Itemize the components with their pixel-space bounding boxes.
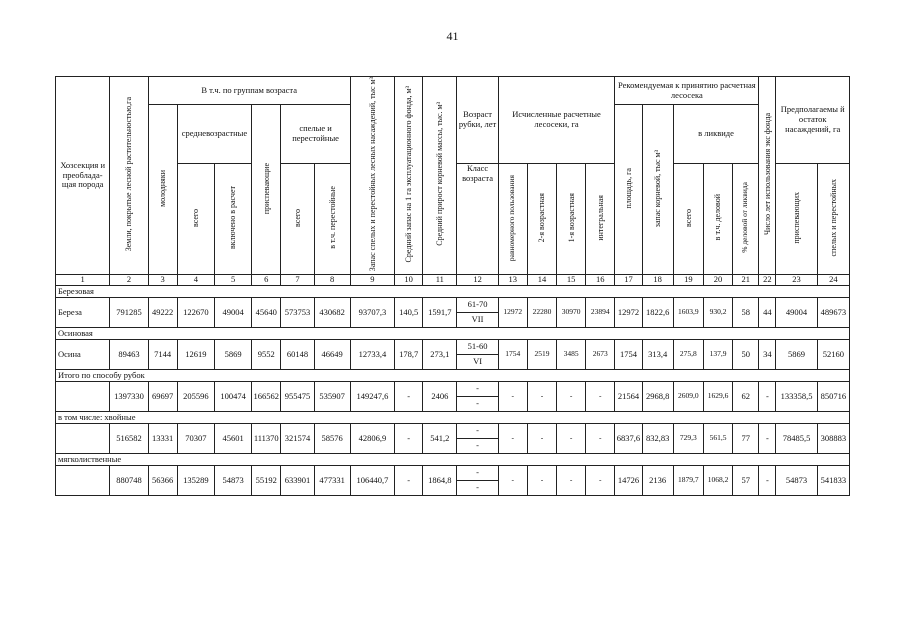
age-class-cell [457, 465, 498, 495]
table-cell: 106440,7 [350, 465, 394, 495]
table-cell: 880748 [110, 465, 148, 495]
table-cell: - [395, 465, 423, 495]
table-cell: 45601 [214, 423, 251, 453]
hdr-vsego: всего [191, 208, 201, 227]
table-cell: 56366 [148, 465, 177, 495]
table-body [56, 285, 850, 495]
hdr-sredniy-prirost: Средний прирост корневой массы, тыс. м³ [435, 102, 445, 246]
table-cell: 1864,8 [423, 465, 457, 495]
table-row [56, 423, 850, 453]
table-cell: 7144 [148, 339, 177, 369]
table-cell: 58576 [314, 423, 350, 453]
section-row [56, 369, 850, 381]
table-cell: 2406 [423, 381, 457, 411]
section-label: Осиновая [56, 327, 850, 339]
hdr-zemli: Земли, покрытые лесной растительностью,га [124, 96, 134, 252]
age-class-cell [457, 423, 498, 453]
hdr-vsego3: всего [683, 208, 693, 227]
table-cell: - [498, 381, 527, 411]
col-num: 12 [457, 274, 498, 285]
table-cell: 308883 [817, 423, 849, 453]
hdr-zapas-kornevoy: запас корневой, тыс м³ [653, 149, 663, 227]
table-row [56, 297, 850, 327]
hdr-spelye: спелые и перестойные [281, 105, 350, 164]
col-num: 23 [776, 274, 817, 285]
table-cell: 62 [733, 381, 759, 411]
table-cell: 58 [733, 297, 759, 327]
hdr-prispevayushchie: приспевающие [261, 162, 271, 214]
table-cell: 5869 [776, 339, 817, 369]
table-cell: 6837,6 [615, 423, 642, 453]
table-cell: 1629,6 [703, 381, 732, 411]
table-cell: - [527, 381, 556, 411]
table-cell: 633901 [281, 465, 314, 495]
table-cell: 178,7 [395, 339, 423, 369]
col-num: 6 [252, 274, 281, 285]
section-label: Итого по способу рубок [56, 369, 850, 381]
hdr-spelyh: спелых и перестойных [828, 178, 838, 257]
table-cell: 477331 [314, 465, 350, 495]
column-number-row [56, 274, 850, 285]
hdr-ploshchad: площадь, га [623, 167, 633, 209]
table-cell: - [395, 423, 423, 453]
table-cell: - [498, 423, 527, 453]
section-row [56, 411, 850, 423]
hdr-vozrast-rubki: Возраст рубки, лет [457, 77, 498, 164]
table-cell: 135289 [177, 465, 214, 495]
table-cell: 69697 [148, 381, 177, 411]
col-num: 14 [527, 274, 556, 285]
table-cell: - [557, 381, 586, 411]
forest-allowable-cut-table [55, 76, 850, 496]
col-num: 17 [615, 274, 642, 285]
table-cell: 9552 [252, 339, 281, 369]
table-cell: 1591,7 [423, 297, 457, 327]
hdr-integralnaya: интегральная [595, 194, 605, 241]
table-cell: 42806,9 [350, 423, 394, 453]
table-cell: 49004 [214, 297, 251, 327]
table-cell: 1822,6 [642, 297, 673, 327]
col-num: 10 [395, 274, 423, 285]
cutting-age: - [457, 465, 497, 481]
section-label: Березовая [56, 285, 850, 297]
table-cell: 21564 [615, 381, 642, 411]
table-cell [56, 423, 110, 453]
table-cell: 12972 [498, 297, 527, 327]
col-num: 13 [498, 274, 527, 285]
cutting-age: - [457, 423, 497, 439]
table-cell: 78485,5 [776, 423, 817, 453]
hdr-vsego2: всего [292, 208, 302, 227]
col-num: 22 [759, 274, 776, 285]
hdr-rekomenduemaya: Рекомендуемая к принятию расчетная лесосека [615, 77, 759, 105]
hdr-age-groups: В т.ч. по группам возраста [148, 77, 350, 105]
table-cell: 729,3 [673, 423, 703, 453]
table-cell: 2136 [642, 465, 673, 495]
table-cell: 955475 [281, 381, 314, 411]
table-cell: 70307 [177, 423, 214, 453]
age-class: - [476, 398, 479, 409]
col-num: 24 [817, 274, 849, 285]
table-cell: 93707,3 [350, 297, 394, 327]
col-num: 20 [703, 274, 732, 285]
table-cell: 166562 [252, 381, 281, 411]
table-cell: 140,5 [395, 297, 423, 327]
section-row [56, 285, 850, 297]
hdr-klass-vozrasta: Класс возраста [457, 164, 498, 275]
hdr-sredniy-zapas: Средний запас на 1 га эксплуатационного фонда, м³ [404, 85, 414, 263]
table-cell: - [586, 423, 615, 453]
hdr-hozsekcia: Хозсекция и преоблада-щая порода [56, 77, 110, 275]
table-cell: 14726 [615, 465, 642, 495]
table-cell: - [759, 423, 776, 453]
col-num: 11 [423, 274, 457, 285]
table-cell: 49222 [148, 297, 177, 327]
table-cell: 22280 [527, 297, 556, 327]
table-cell: 12733,4 [350, 339, 394, 369]
hdr-zapas: Запас спелых и перестойных лесных насаждений, тыс м³ [367, 77, 377, 272]
section-label: в том числе: хвойные [56, 411, 850, 423]
hdr-molodnyaki: молодняки [158, 169, 168, 207]
table-cell: - [557, 465, 586, 495]
hdr-prispevayushchih: приспевающих [791, 191, 801, 244]
table-cell: 89463 [110, 339, 148, 369]
table-cell: 57 [733, 465, 759, 495]
hdr-pct-delovoy: % деловой от ликвида [740, 182, 750, 254]
table-cell: 137,9 [703, 339, 732, 369]
table-cell: 1068,2 [703, 465, 732, 495]
page-number: 41 [446, 29, 459, 43]
table-cell: - [527, 465, 556, 495]
table-row [56, 381, 850, 411]
table-cell: 3485 [557, 339, 586, 369]
table-cell [56, 381, 110, 411]
table-cell: 30970 [557, 297, 586, 327]
table-cell: - [557, 423, 586, 453]
table-cell: 791285 [110, 297, 148, 327]
table-cell: 1879,7 [673, 465, 703, 495]
section-row [56, 453, 850, 465]
table-cell: Береза [56, 297, 110, 327]
age-class-cell [457, 381, 498, 411]
table-cell: 133358,5 [776, 381, 817, 411]
age-class-cell [457, 339, 498, 369]
hdr-ischislennye: Исчисленные расчетные лесосеки, га [498, 77, 615, 164]
table-cell: 273,1 [423, 339, 457, 369]
hdr-chislo-let: Число лет использования экс фонда [762, 113, 772, 236]
table-cell: 430682 [314, 297, 350, 327]
table-cell: 313,4 [642, 339, 673, 369]
table-cell: 122670 [177, 297, 214, 327]
hdr-vtch-perestoynye: в т.ч. перестойные [327, 186, 337, 249]
table-cell: 45640 [252, 297, 281, 327]
table-cell: 1754 [498, 339, 527, 369]
table-cell: 832,83 [642, 423, 673, 453]
cutting-age: 51-60 [457, 339, 497, 355]
table-cell: 49004 [776, 297, 817, 327]
col-num: 2 [110, 274, 148, 285]
table-cell: 2609,0 [673, 381, 703, 411]
section-label: мягколиственные [56, 453, 850, 465]
table-cell: 55192 [252, 465, 281, 495]
col-num: 16 [586, 274, 615, 285]
table-cell: 54873 [776, 465, 817, 495]
table-cell: - [527, 423, 556, 453]
table-cell: 561,5 [703, 423, 732, 453]
table-cell: 535907 [314, 381, 350, 411]
col-num: 9 [350, 274, 394, 285]
table-cell: 12619 [177, 339, 214, 369]
table-cell: 2673 [586, 339, 615, 369]
table-cell: 1754 [615, 339, 642, 369]
hdr-v-likvide: в ликвиде [673, 105, 759, 164]
age-class: VII [471, 314, 484, 325]
table-cell: 321574 [281, 423, 314, 453]
table-cell: 489673 [817, 297, 849, 327]
col-num: 8 [314, 274, 350, 285]
table-cell: 275,8 [673, 339, 703, 369]
table-cell: 573753 [281, 297, 314, 327]
table-cell: 13331 [148, 423, 177, 453]
table-cell: 111370 [252, 423, 281, 453]
hdr-ravnomernogo: равномерного пользования [507, 174, 517, 261]
table-cell: 2968,8 [642, 381, 673, 411]
table-row [56, 465, 850, 495]
cutting-age: - [457, 381, 497, 397]
table-cell: 149247,6 [350, 381, 394, 411]
hdr-srednevozrastnye: средневозрастные [177, 105, 251, 164]
table-cell: - [586, 465, 615, 495]
hdr-2-vozrastnaya: 2-я возрастная [537, 192, 547, 243]
table-cell: 2519 [527, 339, 556, 369]
col-num: 15 [557, 274, 586, 285]
table-cell: 850716 [817, 381, 849, 411]
table-row [56, 339, 850, 369]
table-cell: 54873 [214, 465, 251, 495]
table-cell: 205596 [177, 381, 214, 411]
hdr-1-vozrastnaya: 1-я возрастная [566, 192, 576, 243]
col-num: 3 [148, 274, 177, 285]
col-num: 5 [214, 274, 251, 285]
hdr-prednolagaemyi: Предполагаемы й остаток насаждений, га [776, 77, 850, 164]
section-row [56, 327, 850, 339]
table-cell: 100474 [214, 381, 251, 411]
age-class-cell [457, 297, 498, 327]
table-cell: 930,2 [703, 297, 732, 327]
table-cell: 60148 [281, 339, 314, 369]
table-cell: 77 [733, 423, 759, 453]
table-cell: 52160 [817, 339, 849, 369]
cutting-age: 61-70 [457, 297, 497, 313]
age-class: - [476, 482, 479, 493]
age-class: VI [473, 356, 483, 367]
table-cell: - [498, 465, 527, 495]
col-num: 18 [642, 274, 673, 285]
hdr-vtch-delovoy: в т.ч. деловой [713, 194, 723, 241]
table-cell: - [395, 381, 423, 411]
col-num: 7 [281, 274, 314, 285]
col-num: 1 [56, 274, 110, 285]
table-cell: 12972 [615, 297, 642, 327]
table-cell: 46649 [314, 339, 350, 369]
table-cell: 5869 [214, 339, 251, 369]
table-cell: - [586, 381, 615, 411]
table-cell: 516582 [110, 423, 148, 453]
col-num: 4 [177, 274, 214, 285]
table-cell: 541,2 [423, 423, 457, 453]
hdr-vkl-v-raschet: включено в расчет [228, 186, 238, 250]
age-class: - [476, 440, 479, 451]
table-cell [56, 465, 110, 495]
table-cell: - [759, 465, 776, 495]
table-cell: 1397330 [110, 381, 148, 411]
table-cell: - [759, 381, 776, 411]
col-num: 19 [673, 274, 703, 285]
col-num: 21 [733, 274, 759, 285]
table-cell: 34 [759, 339, 776, 369]
table-cell: 50 [733, 339, 759, 369]
table-cell: 44 [759, 297, 776, 327]
table-cell: 541833 [817, 465, 849, 495]
table-cell: Осина [56, 339, 110, 369]
table-cell: 23894 [586, 297, 615, 327]
table-cell: 1603,9 [673, 297, 703, 327]
